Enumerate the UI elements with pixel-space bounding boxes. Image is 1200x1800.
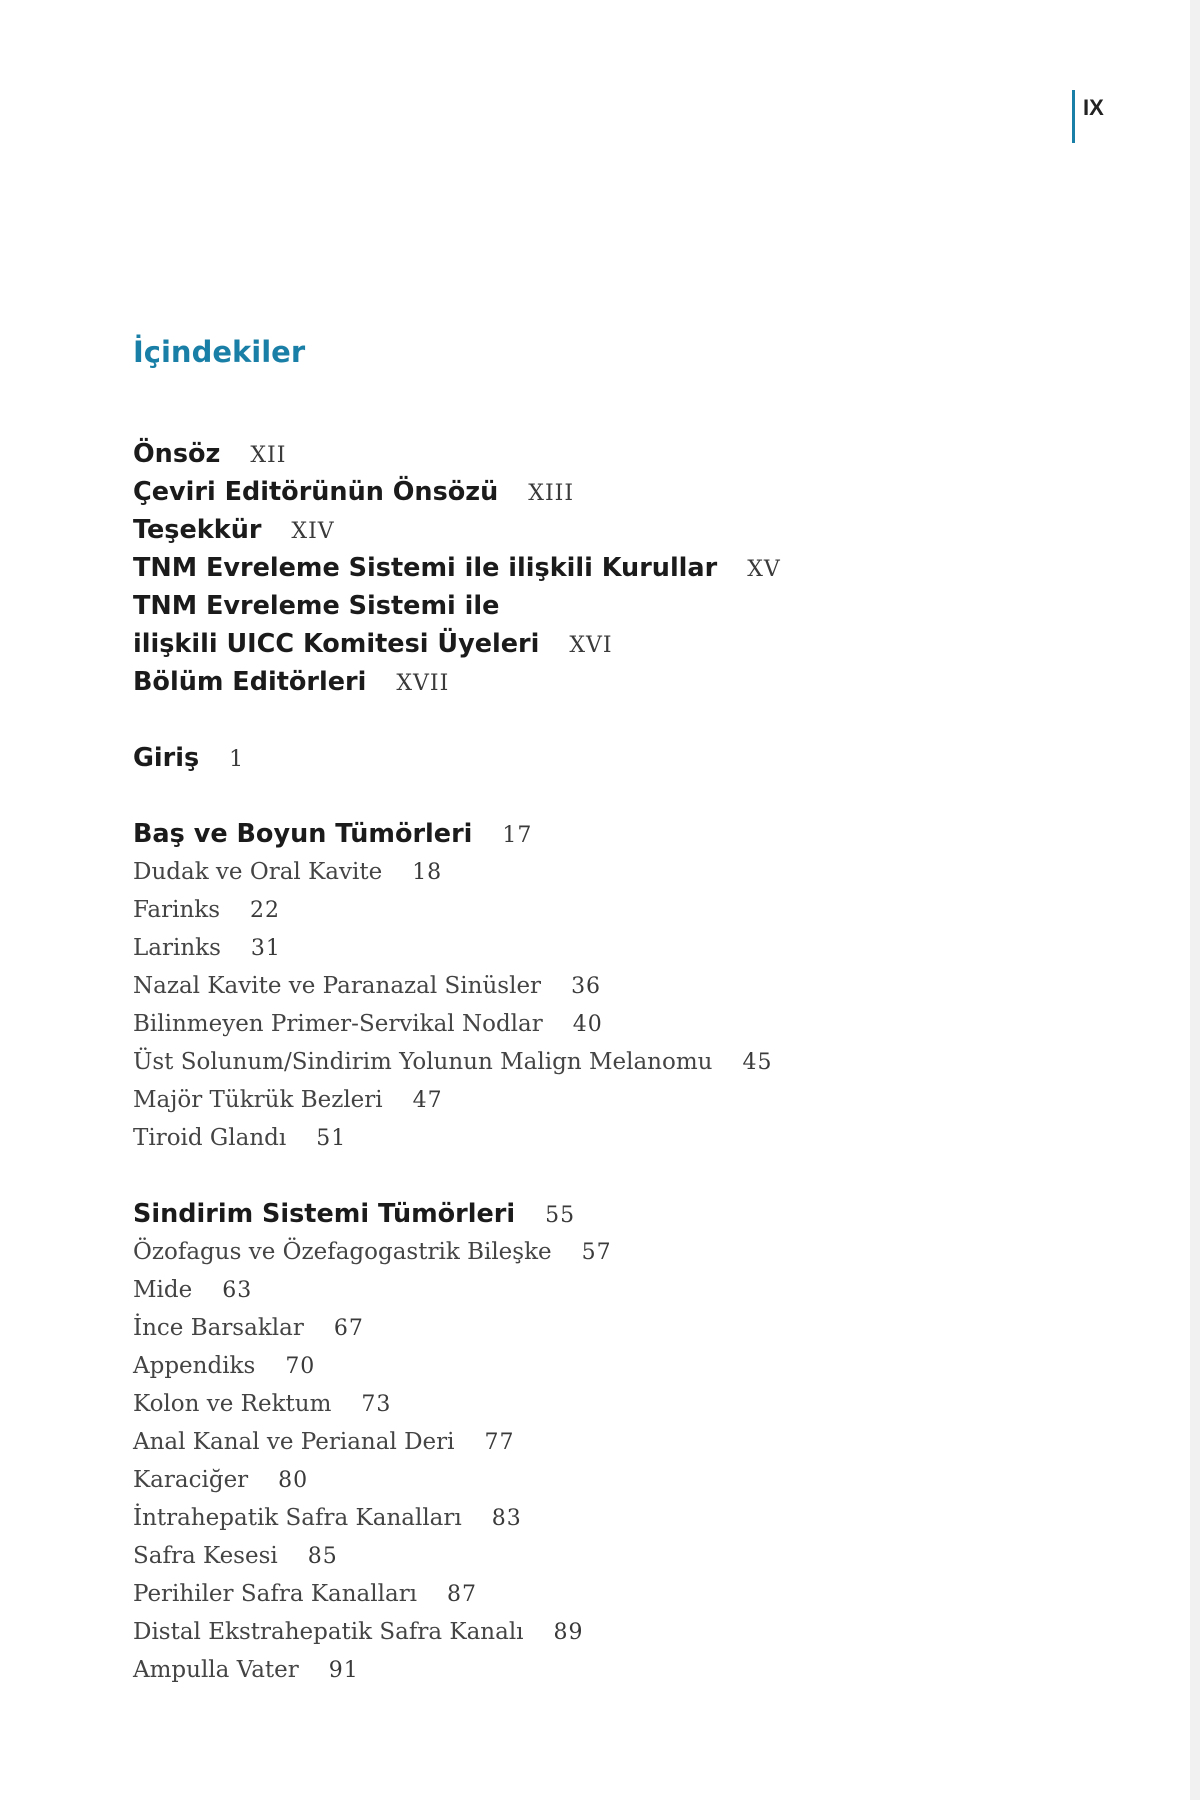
toc-entry-page: 17 (502, 823, 533, 848)
toc-entry-label: Majör Tükrük Bezleri (133, 1087, 383, 1113)
toc-entry-label: Üst Solunum/Sindirim Yolunun Malign Melanomu (133, 1049, 713, 1075)
toc-entry-page: 36 (571, 974, 602, 999)
toc-entry-page: 80 (278, 1468, 309, 1493)
toc-entry-label: Çeviri Editörünün Önsözü (133, 477, 499, 507)
toc-entry-page: 31 (250, 936, 281, 961)
toc-entry (133, 473, 574, 511)
page-number-divider (1072, 90, 1075, 143)
page-edge-shadow (1190, 0, 1200, 1800)
page-number: IX (1083, 95, 1104, 120)
toc-entry (133, 1499, 522, 1537)
toc-entry-label: Dudak ve Oral Kavite (133, 859, 383, 885)
toc-entry-page: 55 (545, 1203, 576, 1228)
toc-entry-label: Nazal Kavite ve Paranazal Sinüsler (133, 973, 542, 999)
toc-entry-label: İntrahepatik Safra Kanalları (133, 1505, 462, 1531)
toc-entry-label: Özofagus ve Özefagogastrik Bileşke (133, 1239, 552, 1265)
toc-entry (133, 1537, 338, 1575)
toc-entry-label: Larinks (133, 935, 221, 961)
toc-entry-page: 83 (491, 1506, 522, 1531)
toc-entry-label: Önsöz (133, 439, 221, 469)
toc-entry (133, 549, 781, 587)
toc-entry-page: 57 (581, 1240, 612, 1265)
toc-entry-page: 63 (222, 1278, 253, 1303)
toc-entry-page: 70 (285, 1354, 316, 1379)
toc-entry-page: 45 (742, 1050, 773, 1075)
toc-entry-label: Giriş (133, 743, 200, 773)
toc-entry (133, 1347, 315, 1385)
toc-entry (133, 511, 335, 549)
toc-entry (133, 1005, 603, 1043)
toc-entry-label: TNM Evreleme Sistemi ile ilişkili Kurullar (133, 553, 718, 583)
toc-entry-page: XVII (396, 671, 450, 696)
toc-entry-page: 87 (447, 1582, 478, 1607)
toc-entry-label: ilişkili UICC Komitesi Üyeleri (133, 629, 540, 659)
toc-entry (133, 1423, 515, 1461)
toc-entry-page: 85 (307, 1544, 338, 1569)
toc-entry-page: XIV (291, 519, 335, 544)
toc-entry-page: XVI (569, 633, 613, 658)
toc-entry-page: 1 (229, 747, 245, 772)
toc-entry (133, 587, 499, 625)
toc-entry-label: Anal Kanal ve Perianal Deri (133, 1429, 455, 1455)
toc-entry-label: Appendiks (133, 1353, 256, 1379)
toc-entry-page: 18 (412, 860, 443, 885)
toc-entry-label: Mide (133, 1277, 193, 1303)
toc-entry-page: 40 (572, 1012, 603, 1037)
toc-entry-label: Sindirim Sistemi Tümörleri (133, 1199, 516, 1229)
toc-entry (133, 1043, 772, 1081)
toc-entry (133, 435, 286, 473)
toc-entry-page: XII (250, 443, 287, 468)
toc-entry-label: Distal Ekstrahepatik Safra Kanalı (133, 1619, 524, 1645)
toc-entry-label: Bölüm Editörleri (133, 667, 367, 697)
toc-entry-label: Bilinmeyen Primer-Servikal Nodlar (133, 1011, 543, 1037)
toc-entry-label: TNM Evreleme Sistemi ile (133, 591, 500, 621)
toc-entry-page: 47 (412, 1088, 443, 1113)
toc-entry-label: Perihiler Safra Kanalları (133, 1581, 418, 1607)
toc-entry-page: XIII (528, 481, 575, 506)
toc-section-heading (133, 1195, 575, 1233)
toc-entry (133, 1461, 308, 1499)
toc-entry-label: Baş ve Boyun Tümörleri (133, 819, 473, 849)
toc-entry-page: 22 (250, 898, 281, 923)
toc-entry (133, 1081, 443, 1119)
toc-entry (133, 663, 449, 701)
toc-entry (133, 1385, 391, 1423)
toc-entry (133, 1613, 584, 1651)
toc-entry-label: Farinks (133, 897, 221, 923)
toc-title: İçindekiler (133, 335, 306, 369)
toc-entry (133, 891, 280, 929)
toc-entry (133, 1309, 364, 1347)
toc-entry (133, 739, 244, 777)
toc-entry-page: 91 (328, 1658, 359, 1683)
toc-entry-page: 77 (484, 1430, 515, 1455)
toc-entry-label: Tiroid Glandı (133, 1125, 287, 1151)
toc-entry-label: Safra Kesesi (133, 1543, 278, 1569)
toc-entry (133, 625, 613, 663)
toc-section-heading (133, 815, 532, 853)
toc-entry-page: 51 (316, 1126, 347, 1151)
toc-entry (133, 1575, 477, 1613)
toc-entry-page: 73 (361, 1392, 392, 1417)
toc-entry (133, 929, 281, 967)
toc-entry (133, 853, 442, 891)
toc-entry (133, 1651, 359, 1689)
toc-entry-page: XV (747, 557, 781, 582)
toc-entry (133, 967, 601, 1005)
toc-entry-label: Teşekkür (133, 515, 262, 545)
toc-entry-label: Kolon ve Rektum (133, 1391, 332, 1417)
toc-entry-page: 67 (333, 1316, 364, 1341)
toc-entry (133, 1271, 252, 1309)
toc-entry-label: İnce Barsaklar (133, 1315, 304, 1341)
toc-entry-page: 89 (553, 1620, 584, 1645)
toc-entry (133, 1119, 346, 1157)
toc-entry-label: Karaciğer (133, 1467, 249, 1493)
toc-entry-label: Ampulla Vater (133, 1657, 299, 1683)
toc-entry (133, 1233, 612, 1271)
